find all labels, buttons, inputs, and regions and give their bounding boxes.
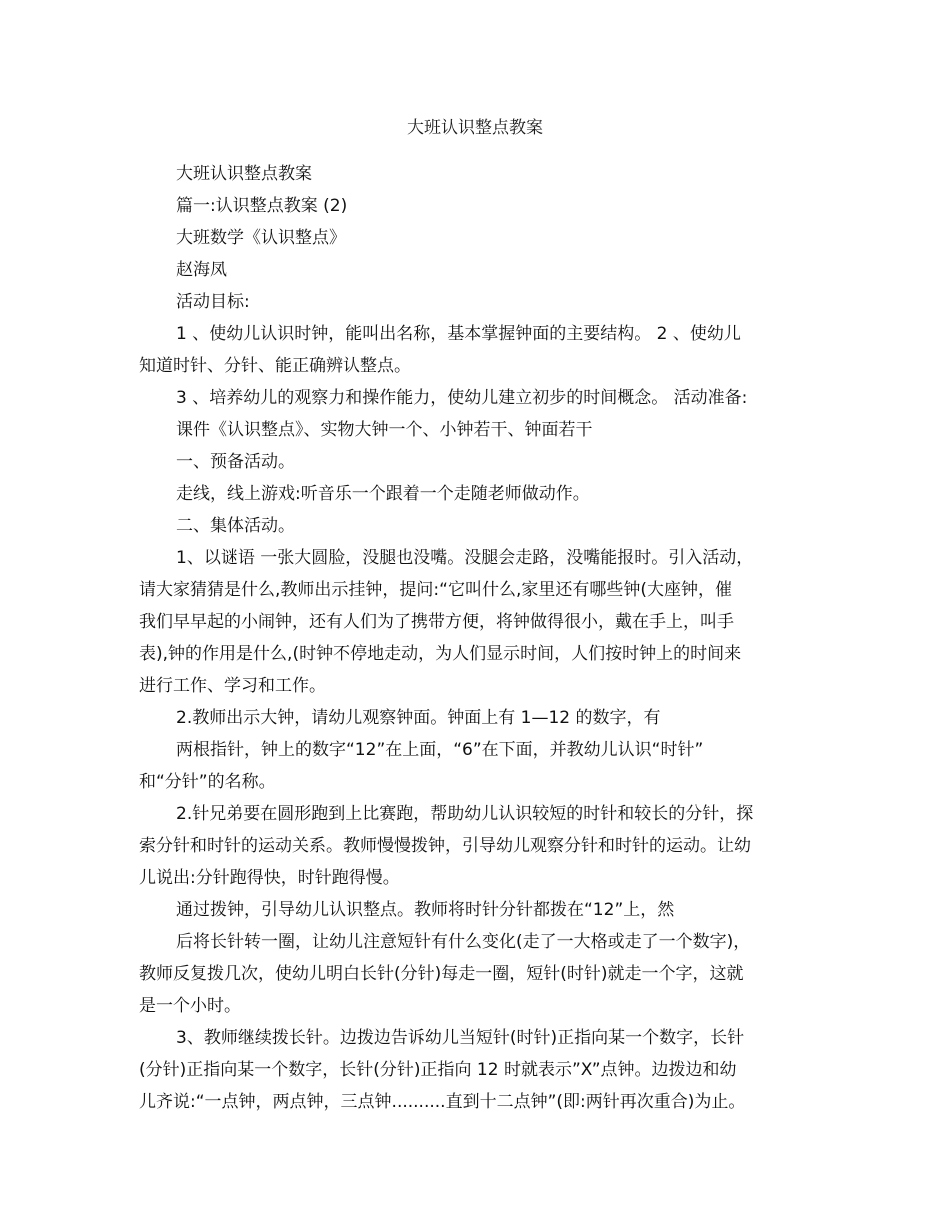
text-line: 通过拨钟，引导幼儿认识整点。教师将时针分针都拨在“12”上，然 <box>176 900 675 920</box>
text-line: 活动目标: <box>176 292 250 312</box>
text-line: 2.教师出示大钟，请幼儿观察钟面。钟面上有 1—12 的数字，有 <box>176 708 661 728</box>
text-line: 2.针兄弟要在圆形跑到上比赛跑，帮助幼儿认识较短的时针和较长的分针，探 <box>176 804 754 824</box>
text-line: (分针)正指向某一个数字，长针(分针)正指向 12 时就表示”X”点钟。边拨边和幼 <box>139 1060 737 1080</box>
text-line: 请大家猜猜是什么,教师出示挂钟，提问:“它叫什么,家里还有哪些钟(大座钟，催 <box>139 580 732 600</box>
text-line: 赵海凤 <box>176 260 227 280</box>
text-line: 进行工作、学习和工作。 <box>139 676 326 696</box>
text-line: 教师反复拨几次，使幼儿明白长针(分针)每走一圈，短针(时针)就走一个字，这就 <box>139 964 744 984</box>
text-line: 是一个小时。 <box>139 996 241 1016</box>
text-line: 3、教师继续拨长针。边拨边告诉幼儿当短针(时针)正指向某一个数字，长针 <box>176 1028 745 1048</box>
text-line: 一、预备活动。 <box>176 452 295 472</box>
text-line: 知道时针、分针、能正确辨认整点。 <box>139 356 411 376</box>
text-line: 大班认识整点教案 <box>176 164 312 184</box>
text-line: 篇一:认识整点教案 (2) <box>176 196 348 216</box>
text-line: 儿齐说:“一点钟，两点钟，三点钟..........直到十二点钟”(即:两针再次重合)为止。 <box>139 1092 746 1112</box>
text-line: 表),钟的作用是什么,(时钟不停地走动，为人们显示时间，人们按时钟上的时间来 <box>139 644 742 664</box>
text-line: 1 、使幼儿认识时钟，能叫出名称，基本掌握钟面的主要结构。 2 、使幼儿 <box>176 324 741 344</box>
text-line: 二、集体活动。 <box>176 516 295 536</box>
document-title: 大班认识整点教案 <box>407 118 543 138</box>
text-line: 儿说出:分针跑得快，时针跑得慢。 <box>139 868 400 888</box>
document-body <box>139 158 819 1118</box>
text-line: 走线，线上游戏:听音乐一个跟着一个走随老师做动作。 <box>176 484 590 504</box>
text-line: 大班数学《认识整点》 <box>176 228 346 248</box>
text-line: 和“分针”的名称。 <box>139 772 276 792</box>
text-line: 我们早早起的小闹钟，还有人们为了携带方便，将钟做得很小，戴在手上，叫手 <box>139 612 734 632</box>
text-line: 课件《认识整点》、实物大钟一个、小钟若干、钟面若干 <box>176 420 593 440</box>
text-line: 1、以谜语 一张大圆脸，没腿也没嘴。没腿会走路，没嘴能报时。引入活动， <box>176 548 754 568</box>
text-line: 两根指针，钟上的数字“12”在上面，“6”在下面，并教幼儿认识“时针” <box>176 740 704 760</box>
text-line: 3 、培养幼儿的观察力和操作能力，使幼儿建立初步的时间概念。 活动准备: <box>176 388 748 408</box>
text-line: 后将长针转一圈，让幼儿注意短针有什么变化(走了一大格或走了一个数字)， <box>176 932 751 952</box>
text-line: 索分针和时针的运动关系。教师慢慢拨钟，引导幼儿观察分针和时针的运动。让幼 <box>139 836 751 856</box>
